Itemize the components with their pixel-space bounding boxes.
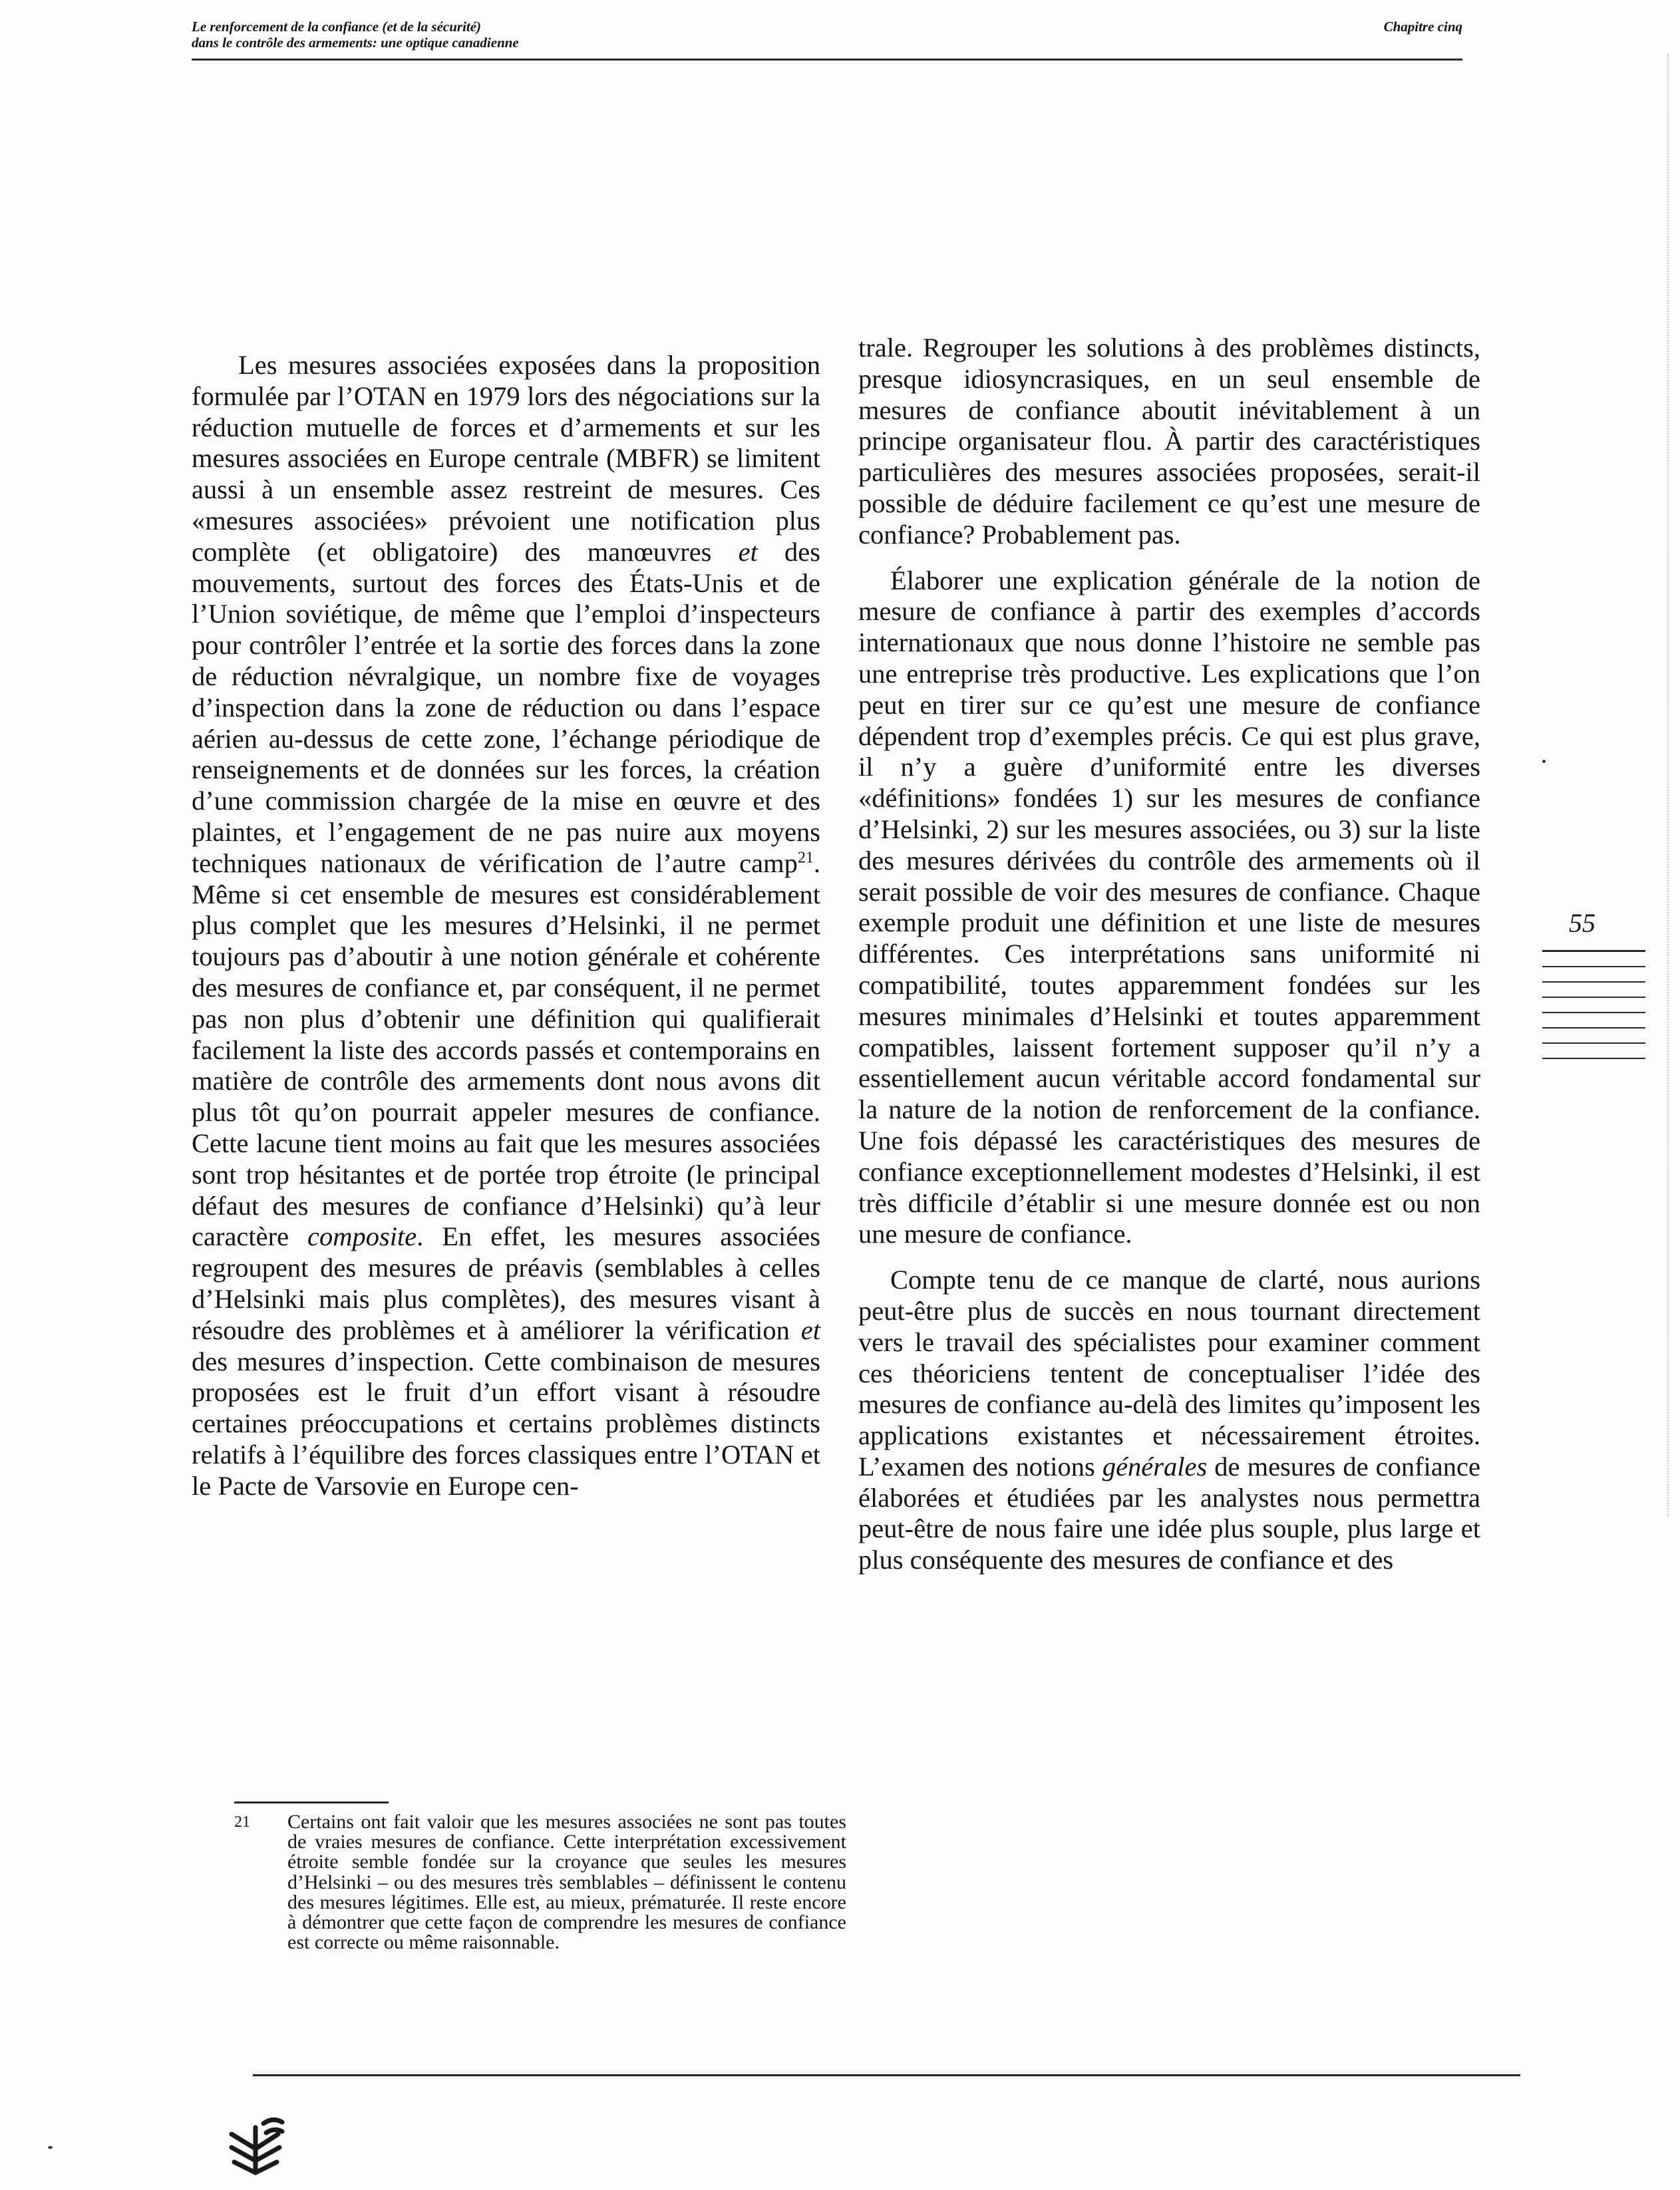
margin-line xyxy=(1542,1012,1645,1013)
paragraph-right-3 xyxy=(858,1265,1480,1576)
running-header xyxy=(192,19,1462,61)
header-title-line-1: Le renforcement de la confiance (et de la sécurité) xyxy=(192,19,482,35)
footer-rule xyxy=(253,2074,1520,2076)
paragraph-right-2: Élaborer une explication générale de la notion de mesure de confiance à partir des exemples d’accords internationaux que nous donne l’histoire ne semble pas une entreprise très productive. Les explications que l’on peut en tirer sur ce qu’est une mesure de confiance dépendent trop d’exemples précis. Ce qui est plus grave, il n’y a guère d’uniformité entre les diverses «définitions» fondées 1) sur les mesures de confiance d’Helsinki, 2) sur les mesures associées, ou 3) sur la liste des mesures dérivées du contrôle des armements où il serait possible de voir des mesures de confiance. Chaque exemple produit une définition et une liste de mesures différentes. Ces interprétations sans uniformité ni compatibilité, toutes apparemment fondées sur les mesures minimales d’Helsinki et toutes apparemment compatibles, laissent fortement supposer qu’il n’y a essentiellement aucun véritable accord fondamental sur la nature de la notion de renforcement de la confiance. Une fois dépassé les caractéristiques des mesures de confiance exceptionnellement modestes d’Helsinki, il est très difficile d’établir si une mesure donnée est ou non une mesure de confiance. xyxy=(858,565,1480,1249)
running-header-chapter: Chapitre cinq xyxy=(1383,19,1462,35)
text-run: Les mesures associées exposées dans la proposition formulée par l’OTAN en 1979 lors des négociations sur la réduction mutuelle de forces et d’armements et sur les mesures associées en Europe centrale (MBFR) se limitent aussi à un ensemble assez restreint de mesures. Ces «mesures associées» prévoient une notification plus complète (et obligatoire) des manœuvres xyxy=(192,350,820,567)
left-text-column xyxy=(192,350,820,1516)
scan-edge-mark xyxy=(1667,53,1671,1517)
scan-speck xyxy=(48,2146,53,2149)
margin-decoration-lines xyxy=(1542,950,1645,1073)
margin-line xyxy=(1542,981,1645,983)
emphasis-et: et xyxy=(738,536,758,567)
margin-line xyxy=(1542,1058,1645,1059)
paragraph-left-1 xyxy=(192,350,820,1501)
text-run: des mouvements, surtout des forces des États-Unis et de l’Union soviétique, de même que l’emploi d’inspecteurs pour contrôler l’entrée et la sortie des forces dans la zone de réduction névralgique, un nombre fixe de voyages d’inspection dans la zone de réduction ou dans l’espace aérien au-dessus de cette zone, l’échange périodique de renseignements et de données sur les forces, la création d’une commission chargée de la mise en œuvre et des plaintes, et l’engagement de ne pas nuire aux moyens techniques nationaux de vérification de l’autre camp xyxy=(192,536,820,878)
footnote-separator xyxy=(234,1801,389,1803)
right-text-column xyxy=(858,333,1480,1591)
margin-line xyxy=(1542,997,1645,998)
margin-line xyxy=(1542,1027,1645,1028)
running-header-title xyxy=(192,19,519,51)
text-run: des mesures d’inspection. Cette combinaison de mesures proposées est le fruit d’un effort visant à résoudre certaines préoccupations et certains problèmes distincts relatifs à l’équilibre des forces classiques entre l’OTAN et le Pacte de Varsovie en Europe cen- xyxy=(192,1346,820,1501)
margin-line xyxy=(1542,1042,1645,1044)
footnote xyxy=(234,1812,846,1953)
text-run: de mesures de confiance élaborées et étudiées par les analystes nous permettra peut-être de nous faire une idée plus souple, plus large et plus conséquente des mesures de confiance et des xyxy=(858,1451,1480,1575)
text-run: . En effet, les mesures associées regroupent des mesures de préavis (semblables à celles d’Helsinki mais plus complètes), des mesures visant à résoudre des problèmes et à améliorer la vérification xyxy=(192,1221,820,1345)
publisher-logo-icon xyxy=(225,2114,286,2175)
margin-line xyxy=(1542,966,1645,967)
footnote-reference[interactable]: 21 xyxy=(797,849,814,867)
scan-speck xyxy=(1542,760,1546,763)
footnote-number: 21 xyxy=(234,1813,250,1831)
emphasis-generales: générales xyxy=(1102,1451,1208,1482)
emphasis-et: et xyxy=(800,1315,820,1345)
paragraph-right-1: trale. Regrouper les solutions à des problèmes distincts, presque idiosyncrasiques, en un seul ensemble de mesures de confiance aboutit inévitablement à un principe organisateur flou. À partir des caractéristiques particulières des mesures associées proposées, serait-il possible de déduire facilement ce qu’est une mesure de confiance? Probablement pas. xyxy=(858,333,1480,549)
text-run: Compte tenu de ce manque de clarté, nous aurions peut-être plus de succès en nous tournant directement vers le travail des spécialistes pour examiner comment ces théoriciens tentent de conceptualiser l’idée des mesures de confiance au-delà des limites qu’imposent les applications existantes et nécessairement étroites. L’examen des notions xyxy=(858,1265,1480,1482)
header-title-line-2: dans le contrôle des armements: une optique canadienne xyxy=(192,35,519,51)
footnote-text: Certains ont fait valoir que les mesures associées ne sont pas toutes de vraies mesures de confiance. Cette interprétation excessivement étroite semble fondée sur la croyance que seules les mesures d’Helsinki – ou des mesures très semblables – définissent le contenu des mesures légitimes. Elle est, au mieux, prématurée. Il reste encore à démontrer que cette façon de comprendre les mesures de confiance est correcte ou même raisonnable. xyxy=(287,1811,846,1954)
margin-line xyxy=(1542,950,1645,952)
emphasis-composite: composite xyxy=(307,1221,417,1252)
text-run: . Même si cet ensemble de mesures est considérablement plus complet que les mesures d’Helsinki, il ne permet toujours pas d’aboutir à une notion générale et cohérente des mesures de confiance et, par conséquent, il ne permet pas non plus d’obtenir une définition qui qualifierait facilement la liste des accords passés et contemporains en matière de contrôle des armements dont nous avons dit plus tôt qu’on pourrait appeler mesures de confiance. Cette lacune tient moins au fait que les mesures associées sont trop hésitantes et de portée trop étroite (le principal défaut des mesures de confiance d’Helsinki) qu’à leur caractère xyxy=(192,848,820,1252)
page-number: 55 xyxy=(1569,908,1596,938)
